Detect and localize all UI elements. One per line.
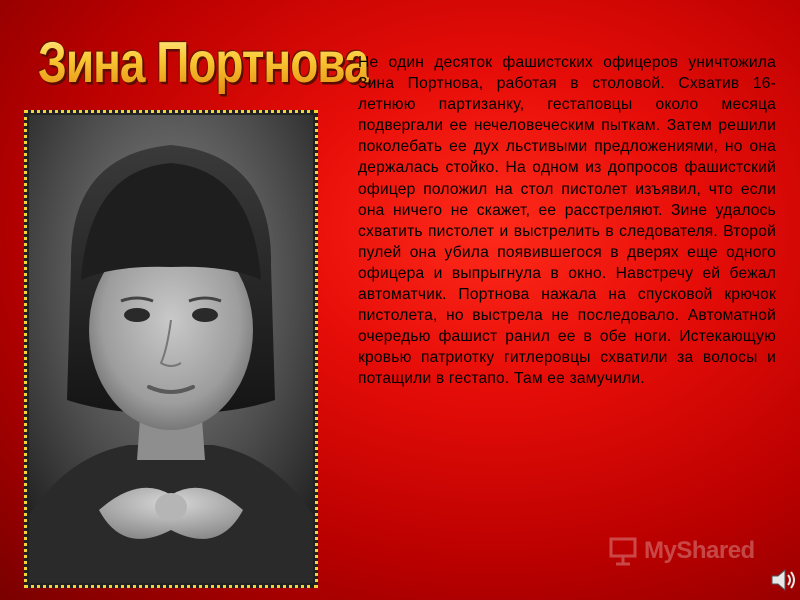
slide-title: Зина Портнова xyxy=(38,29,369,95)
watermark xyxy=(608,536,755,566)
story-text: Не один десяток фашистских офицеров уничтожила Зина Портнова, работая в столовой. Схватив 16-летнюю партизанку, гестаповцы около месяца подвергали ее нечеловеческим пыткам. Затем решили поколебать ее дух льстивыми предложениями, но она держалась стойко. На одном из допросов фашистский офицер положил на стол пистолет изъявил, что если она ничего не скажет, ее расстреляют. Зине удалось схватить пистолет и выстрелить в следователя. Второй пулей она убила появившегося в дверях еще одного офицера и выпрыгнула в окно. Навстречу ей бежал автоматчик. Портнова нажала на спусковой крючок пистолета, но выстрела не последовало. Автоматной очередью фашист ранил ее в обе ноги. Истекающую кровью патриотку гитлеровцы схватили за волосы и потащили в гестапо. Там ее замучили. xyxy=(358,54,776,388)
watermark-text: MyShared xyxy=(644,537,755,564)
speaker-icon[interactable] xyxy=(770,566,796,594)
presentation-board-icon xyxy=(608,536,638,566)
photo-frame xyxy=(24,110,318,588)
portrait-photo xyxy=(29,115,313,583)
